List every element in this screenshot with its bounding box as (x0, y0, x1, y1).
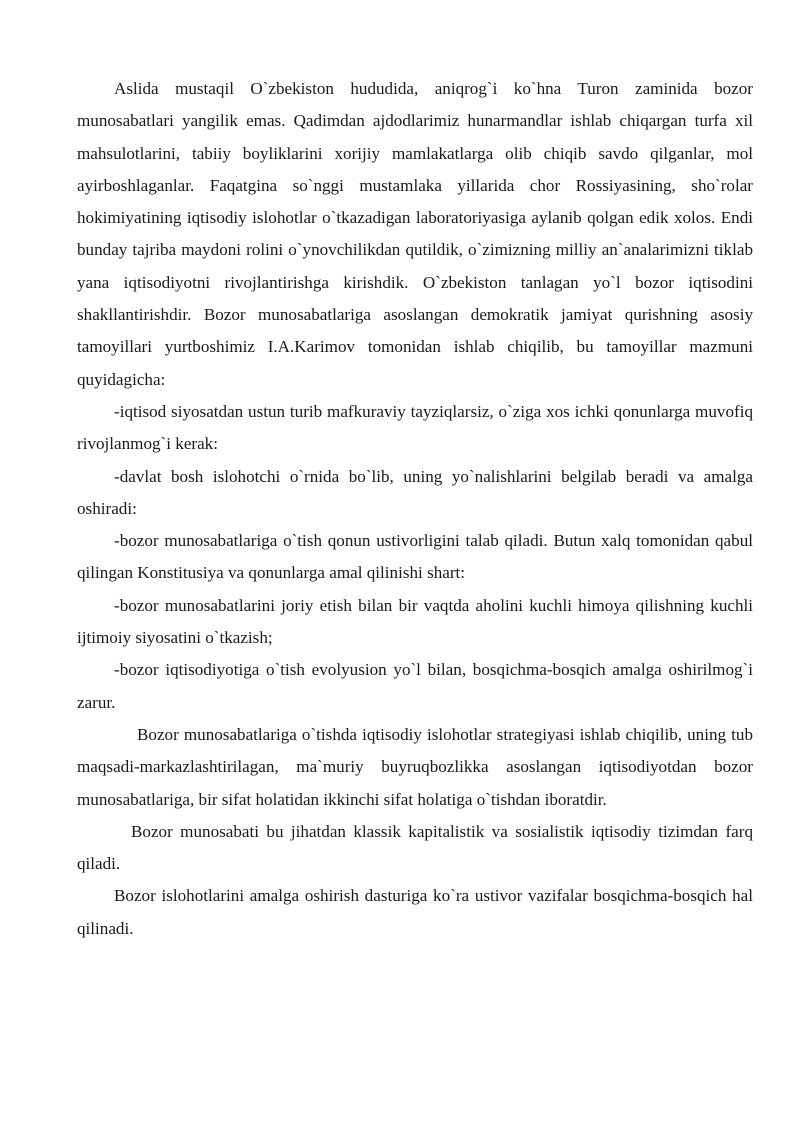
document-body (77, 73, 753, 945)
paragraph-principle-2: -davlat bosh islohotchi o`rnida bo`lib, uning yo`nalishlarini belgilab beradi va amalga oshiradi: (77, 466, 753, 518)
paragraph-tasks: Bozor islohotlarini amalga oshirish dasturiga ko`ra ustivor vazifalar bosqichma-bosqich hal qilinadi. (77, 886, 753, 938)
paragraph-strategy: Bozor munosabatlariga o`tishda iqtisodiy islohotlar strategiyasi ishlab chiqilib, uning tub maqsadi-markazlashtirilagan, ma`muriy buyruqbozlikka asoslangan iqtisodiyotdan bozor munosabatlariga, bir sifat holatidan ikkinchi sifat holatiga o`tishdan iboratdir. (77, 724, 753, 809)
paragraph-principle-1: -iqtisod siyosatdan ustun turib mafkuraviy tayziqlarsiz, o`ziga xos ichki qonunlarga muvofiq rivojlanmog`i kerak: (77, 401, 753, 454)
paragraph-principle-4: -bozor munosabatlarini joriy etish bilan bir vaqtda aholini kuchli himoya qilishning kuchli ijtimoiy siyosatini o`tkazish; (77, 595, 753, 648)
paragraph-principle-5: -bozor iqtisodiyotiga o`tish evolyusion yo`l bilan, bosqichma-bosqich amalga oshirilmog`i zarur. (77, 660, 753, 712)
paragraph-principle-3: -bozor munosabatlariga o`tish qonun ustivorligini talab qiladi. Butun xalq tomonidan qabul qilingan Konstitusiya va qonunlarga amal qilinishi shart: (77, 531, 753, 583)
paragraph-intro: Aslida mustaqil O`zbekiston hududida, aniqrog`i ko`hna Turon zaminida bozor munosabatlari yangilik emas. Qadimdan ajdodlarimiz hunarmandlar ishlab chiqargan turfa xil mahsulotlarini, tabiiy boyliklarini xorijiy mamlakatlarga olib chiqib savdo qilganlar, mol ayirboshlaganlar. Faqatgina so`nggi mustamlaka yillarida chor Rossiyasining, sho`rolar hokimiyatining iqtisodiy islohotlar o`tkazadigan laboratoriyasiga aylanib qolgan edik xolos. Endi bunday tajriba maydoni rolini o`ynovchilikdan qutildik, o`zimizning milliy an`analarimizni tiklab yana iqtisodiyotni rivojlantirishga kirishdik. O`zbekiston tanlagan yo`l bozor iqtisodini shakllantirishdir. Bozor munosabatlariga asoslangan demokratik jamiyat qurishning asosiy tamoyillari yurtboshimiz I.A.Karimov tomonidan ishlab chiqilib, bu tamoyillar mazmuni quyidagicha: (77, 79, 753, 389)
paragraph-difference: Bozor munosabati bu jihatdan klassik kapitalistik va sosialistik iqtisodiy tizimdan farq qiladi. (77, 821, 753, 874)
